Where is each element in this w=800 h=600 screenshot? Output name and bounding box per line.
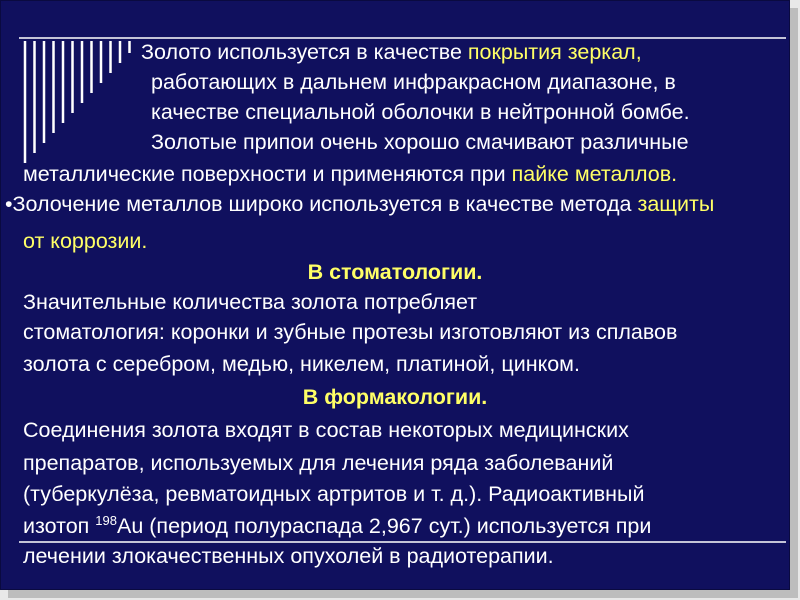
bullet-line-1: •Золочение металлов широко используется в качестве метода защиты xyxy=(5,192,715,216)
mirror-coating-highlight: покрытия зеркал, xyxy=(467,40,642,64)
intro-line-4: Золотые припои очень хорошо смачивают различные xyxy=(151,130,689,154)
dentistry-line-2: стоматология: коронки и зубные протезы изготовляют из сплавов xyxy=(23,320,678,344)
pharmacology-line-5: лечении злокачественных опухолей в радиотерапии. xyxy=(23,544,554,568)
intro-line-1: Золото используется в качестве покрытия зеркал, xyxy=(141,40,642,64)
dentistry-line-1: Значительные количества золота потребляет xyxy=(23,290,478,314)
protection-highlight: защиты xyxy=(637,192,715,216)
corrosion-highlight: от коррозии. xyxy=(23,229,148,253)
pharmacology-line-2: препаратов, используемых для лечения ряда заболеваний xyxy=(23,451,614,475)
dentistry-line-3: золота с серебром, медью, никелем, платиной, цинком. xyxy=(23,352,580,376)
intro-line-3: качестве специальной оболочки в нейтронной бомбе. xyxy=(151,100,690,124)
isotope-mass-number: 198 xyxy=(95,513,117,528)
pharmacology-line-3: (туберкулёза, ревматоидных артритов и т. д.). Радиоактивный xyxy=(23,482,645,506)
bullet-line-2 xyxy=(23,228,147,255)
soldering-highlight: пайке металлов. xyxy=(511,162,678,186)
pharmacology-heading: В формакологии. xyxy=(302,385,488,409)
pharmacology-line-4: изотоп $^{198}$Au (период полураспада 2,967 сут.) используется при xyxy=(23,513,652,538)
dentistry-heading: В стоматологии. xyxy=(307,260,483,284)
intro-line-5: металлические поверхности и применяются при пайке металлов. xyxy=(23,162,678,186)
bullet-marker: • xyxy=(5,192,13,216)
intro-line-2: работающих в дальнем инфракрасном диапазоне, в xyxy=(151,70,676,94)
pharmacology-line-1: Соединения золота входят в состав некоторых медицинских xyxy=(23,418,629,442)
